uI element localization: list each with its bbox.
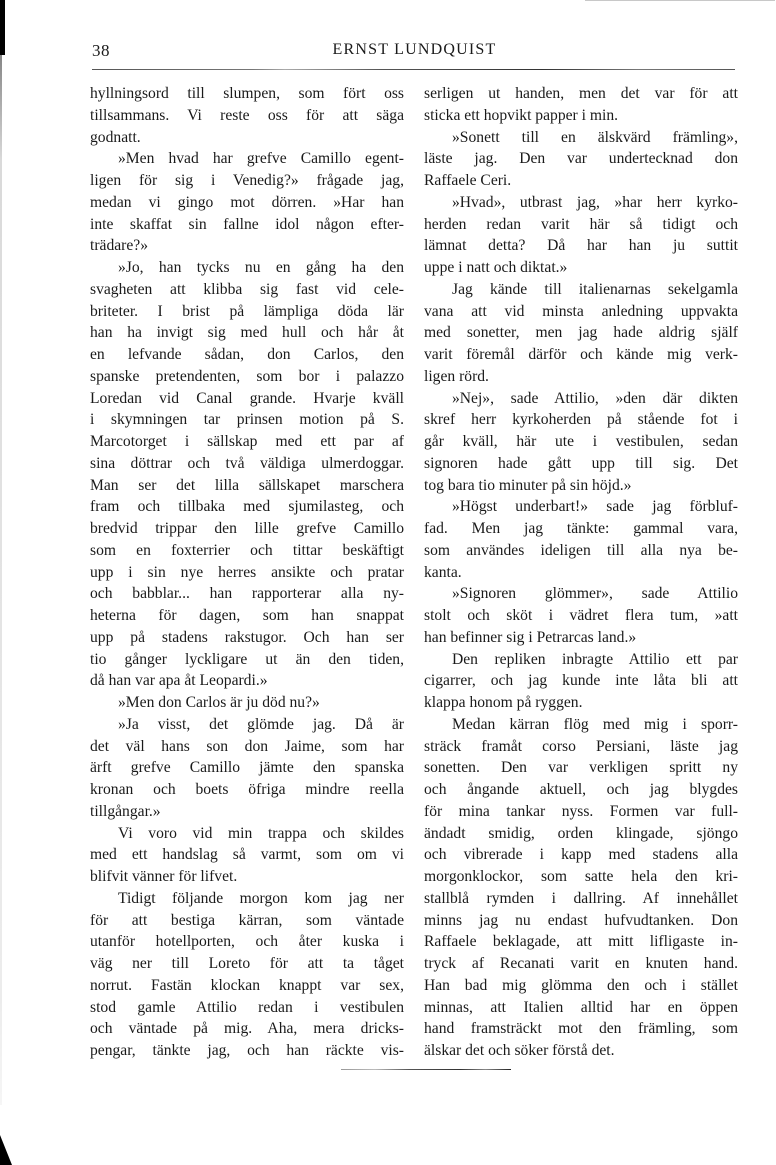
text-line: med ett handslag så varmt, som om vi	[90, 846, 404, 864]
text-line: fad. Men jag tänkte: gammal vara,	[424, 520, 738, 537]
text-line: sträck framåt corso Persiani, läste jag	[424, 737, 738, 755]
text-line: tillgångar.»	[90, 802, 161, 820]
footer-rule	[341, 1069, 511, 1070]
scan-border-left	[0, 0, 5, 55]
text-column-right	[424, 83, 738, 1062]
text-line: Marcotorget i sällskap med ett par af	[90, 433, 404, 450]
text-line: han ha invigt sig med hull och hår åt	[90, 324, 404, 342]
text-line: Tidigt följande morgon kom jag ner	[118, 889, 404, 907]
text-line: stod gamle Attilio redan i vestibulen	[90, 998, 404, 1016]
text-line: norrut. Fastän klockan knappt var sex,	[90, 976, 404, 994]
scan-artifact-top	[585, 0, 775, 1]
text-line: Man ser det lilla sällskapet marschera	[90, 476, 404, 494]
text-line: sticka ett hopvikt papper i min.	[424, 106, 619, 124]
text-line: som användes ideligen till alla nya be-	[424, 541, 738, 559]
text-line: lämnat detta? Då har han ju suttit	[424, 237, 738, 255]
text-line: utanför hotellporten, och åter kuska i	[90, 933, 404, 951]
text-line: Medan kärran flög med mig i sporr-	[452, 715, 738, 733]
text-line: Han bad mig glömma den och i stället	[424, 976, 738, 994]
text-line: för mina tankar nyss. Formen var full-	[424, 802, 738, 820]
text-line: Den repliken inbragte Attilio ett par	[452, 650, 738, 668]
text-line: »Sonett till en älskvärd främling»,	[452, 128, 738, 146]
text-line: läste jag. Den var undertecknad don	[424, 150, 738, 168]
text-line: med sonetter, men jag hade aldrig själf	[424, 324, 738, 342]
text-line: för att bestiga kärran, som väntade	[90, 911, 404, 929]
text-line: svagheten att klibba sig fast vid cele-	[90, 280, 404, 298]
running-header	[92, 41, 737, 65]
text-line: »Signoren glömmer», sade Attilio	[452, 585, 738, 603]
text-line: tillsammans. Vi reste oss för att säga	[90, 106, 404, 124]
text-line: ligen rörd.	[424, 367, 489, 385]
text-line: ändadt smidig, orden klingade, sjöngo	[424, 824, 738, 842]
header-rule	[92, 69, 735, 70]
text-line: och vibrerade i kapp med stadens alla	[424, 846, 738, 864]
text-line: ärft grefve Camillo jämte den spanska	[90, 759, 404, 777]
text-line: briteter. I brist på lämpliga döda lär	[90, 302, 404, 320]
text-line: kronan och boets öfriga mindre reella	[90, 781, 404, 798]
text-line: i skymningen tar prinsen motion på S.	[90, 411, 404, 429]
text-line: morgonklockor, som satte hela den kri-	[424, 868, 738, 885]
text-line: minnas, att Italien alltid har en öppen	[424, 998, 738, 1016]
text-line: minns jag nu endast hufvudtanken. Don	[424, 911, 738, 929]
text-line: Raffaele beklagade, att mitt lifligaste in-	[424, 933, 738, 951]
text-line: och babblar... han rapporterar alla ny-	[90, 585, 404, 603]
text-line: hand framsträckt mot den främling, som	[424, 1020, 738, 1038]
text-line: »Men hvad har grefve Camillo egent-	[118, 150, 404, 168]
text-line: han befinner sig i Petrarcas land.»	[424, 628, 637, 646]
text-line: Raffaele Ceri.	[424, 172, 512, 189]
text-line: Vi voro vid min trappa och skildes	[118, 824, 404, 842]
text-line: »Högst underbart!» sade jag förbluf-	[452, 498, 738, 516]
text-line: pengar, tänkte jag, och han räckte vis-	[90, 1042, 404, 1059]
text-line: medan vi gingo mot dörren. »Har han	[90, 193, 404, 211]
text-line: herden redan varit här så tidigt och	[424, 215, 738, 233]
text-line: »Jo, han tycks nu en gång ha den	[118, 259, 404, 276]
text-line: Jag kände till italienarnas sekelgamla	[452, 280, 738, 298]
text-line: tryck af Recanati varit en knuten hand.	[424, 955, 738, 972]
text-line: uppe i natt och diktat.»	[424, 259, 568, 276]
text-line: stallblå rymden i dallring. Af innehållet	[424, 889, 738, 907]
running-title: ERNST LUNDQUIST	[332, 41, 497, 58]
text-line: bredvid trippar den lille grefve Camillo	[90, 520, 404, 537]
text-line: upp på stadens rakstugor. Och han ser	[90, 628, 404, 646]
text-line: ligen för sig i Venedig?» frågade jag,	[90, 172, 404, 189]
page-number: 38	[92, 41, 110, 60]
text-line: vana att vid minsta anledning uppvakta	[424, 302, 738, 320]
text-line: det väl hans son don Jaime, som har	[90, 737, 404, 755]
text-line: väg ner till Loreto för att ta tåget	[90, 955, 404, 972]
text-line: tog bara tio minuter på sin höjd.»	[424, 476, 632, 494]
text-line: och väntade på mig. Aha, mera dricks-	[90, 1020, 404, 1038]
scan-edge-shadow	[0, 55, 2, 1105]
text-line: och ångande aktuell, och jag blygdes	[424, 781, 738, 798]
text-line: godnatt.	[90, 128, 141, 146]
text-line: älskar det och söker förstå det.	[424, 1042, 615, 1059]
text-line: cigarrer, och jag kunde inte låta bli att	[424, 672, 738, 690]
text-line: skref herr kyrkoherden på stående fot i	[424, 411, 738, 429]
text-line: stolt och sköt i vädret flera tum, »att	[424, 607, 738, 624]
text-line: blifvit vänner för lifvet.	[90, 868, 238, 885]
text-line: går kväll, här ute i vestibulen, sedan	[424, 433, 738, 450]
text-line: fram och tillbaka med sjumilasteg, och	[90, 498, 404, 516]
text-line: serligen ut handen, men det var för att	[424, 85, 738, 102]
text-line: kanta.	[424, 563, 462, 581]
text-line: sonetten. Den var verkligen spritt ny	[424, 759, 738, 777]
text-line: Loredan vid Canal grande. Hvarje kväll	[90, 389, 404, 407]
text-line: klappa honom på ryggen.	[424, 694, 583, 711]
text-line: varit föremål därför och kände mig verk-	[424, 346, 738, 363]
text-line: spanske pretendenten, som bor i palazzo	[90, 367, 404, 385]
text-column-left	[90, 83, 404, 1062]
text-line: heterna för dagen, som han snappat	[90, 607, 404, 624]
text-line: tio gånger lyckligare ut än den tiden,	[90, 650, 404, 668]
text-line: sina döttrar och två väldiga ulmerdoggar.	[90, 454, 404, 472]
text-line: trädare?»	[90, 237, 148, 255]
text-line: som en foxterrier och tittar beskäftigt	[90, 541, 404, 559]
text-line: inte skaffat sin fallne idol någon efter-	[90, 215, 404, 233]
text-line: upp i sin nye herres ansikte och pratar	[90, 563, 404, 581]
text-line: »Men don Carlos är ju död nu?»	[118, 694, 320, 711]
scan-corner-mark	[0, 1135, 12, 1165]
text-line: signoren hade gått upp till sig. Det	[424, 454, 738, 472]
text-line: »Ja visst, det glömde jag. Då är	[118, 715, 404, 733]
text-line: »Nej», sade Attilio, »den där dikten	[452, 389, 738, 407]
text-line: hyllningsord till slumpen, som fört oss	[90, 85, 404, 102]
text-line: en lefvande sådan, don Carlos, den	[90, 346, 404, 363]
text-line: då han var apa åt Leopardi.»	[90, 672, 268, 690]
text-line: »Hvad», utbrast jag, »har herr kyrko-	[452, 193, 738, 211]
